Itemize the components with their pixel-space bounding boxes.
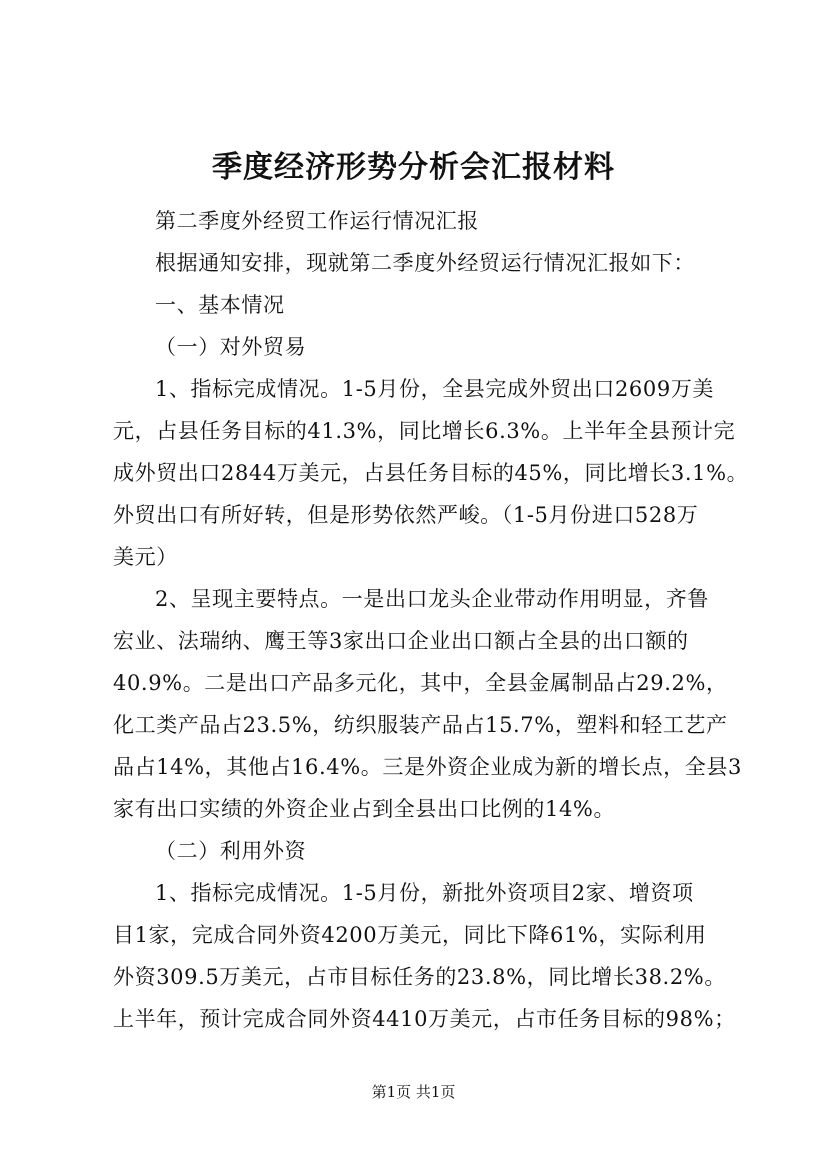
text-line: 外贸出口有所好转，但是形势依然严峻。（1-5月份进口528万 xyxy=(113,503,699,527)
text-line: （二）利用外资 xyxy=(155,839,307,863)
text-line: 第二季度外经贸工作运行情况汇报 xyxy=(155,209,479,233)
document-title: 季度经济形势分析会汇报材料 xyxy=(212,150,615,185)
text-line: 1、指标完成情况。1-5月份，全县完成外贸出口2609万美 xyxy=(155,377,715,401)
text-line: 品占14%，其他占16.4%。三是外资企业成为新的增长点，全县3 xyxy=(113,755,742,779)
text-line: 元，占县任务目标的41.3%，同比增长6.3%。上半年全县预计完 xyxy=(113,419,736,443)
page-footer: 第1页 共1页 xyxy=(371,1083,456,1101)
text-line: 化工类产品占23.5%，纺织服装产品占15.7%，塑料和轻工艺产 xyxy=(113,713,728,737)
text-line: 2、呈现主要特点。一是出口龙头企业带动作用明显，齐鲁 xyxy=(155,587,709,611)
text-line: 根据通知安排，现就第二季度外经贸运行情况汇报如下： xyxy=(155,251,695,275)
document-body xyxy=(113,200,749,1040)
text-line: 成外贸出口2844万美元，占县任务目标的45%，同比增长3.1%。 xyxy=(113,461,749,485)
text-line: 美元） xyxy=(113,545,178,569)
text-line: 外资309.5万美元，占市目标任务的23.8%，同比增长38.2%。 xyxy=(113,965,726,989)
text-line: 家有出口实绩的外资企业占到全县出口比例的14%。 xyxy=(113,797,616,821)
text-line: 40.9%。二是出口产品多元化，其中，全县金属制品占29.2%， xyxy=(113,671,728,695)
text-line: 上半年，预计完成合同外资4410万美元，占市任务目标的98%； xyxy=(113,1007,736,1031)
text-line: 宏业、法瑞纳、鹰王等3家出口企业出口额占全县的出口额的 xyxy=(113,629,689,653)
text-line: （一）对外贸易 xyxy=(155,335,307,359)
text-line: 1、指标完成情况。1-5月份，新批外资项目2家、增资项 xyxy=(155,881,694,905)
text-line: 目1家，完成合同外资4200万美元，同比下降61%，实际利用 xyxy=(113,923,707,947)
text-line: 一、基本情况 xyxy=(155,293,285,317)
